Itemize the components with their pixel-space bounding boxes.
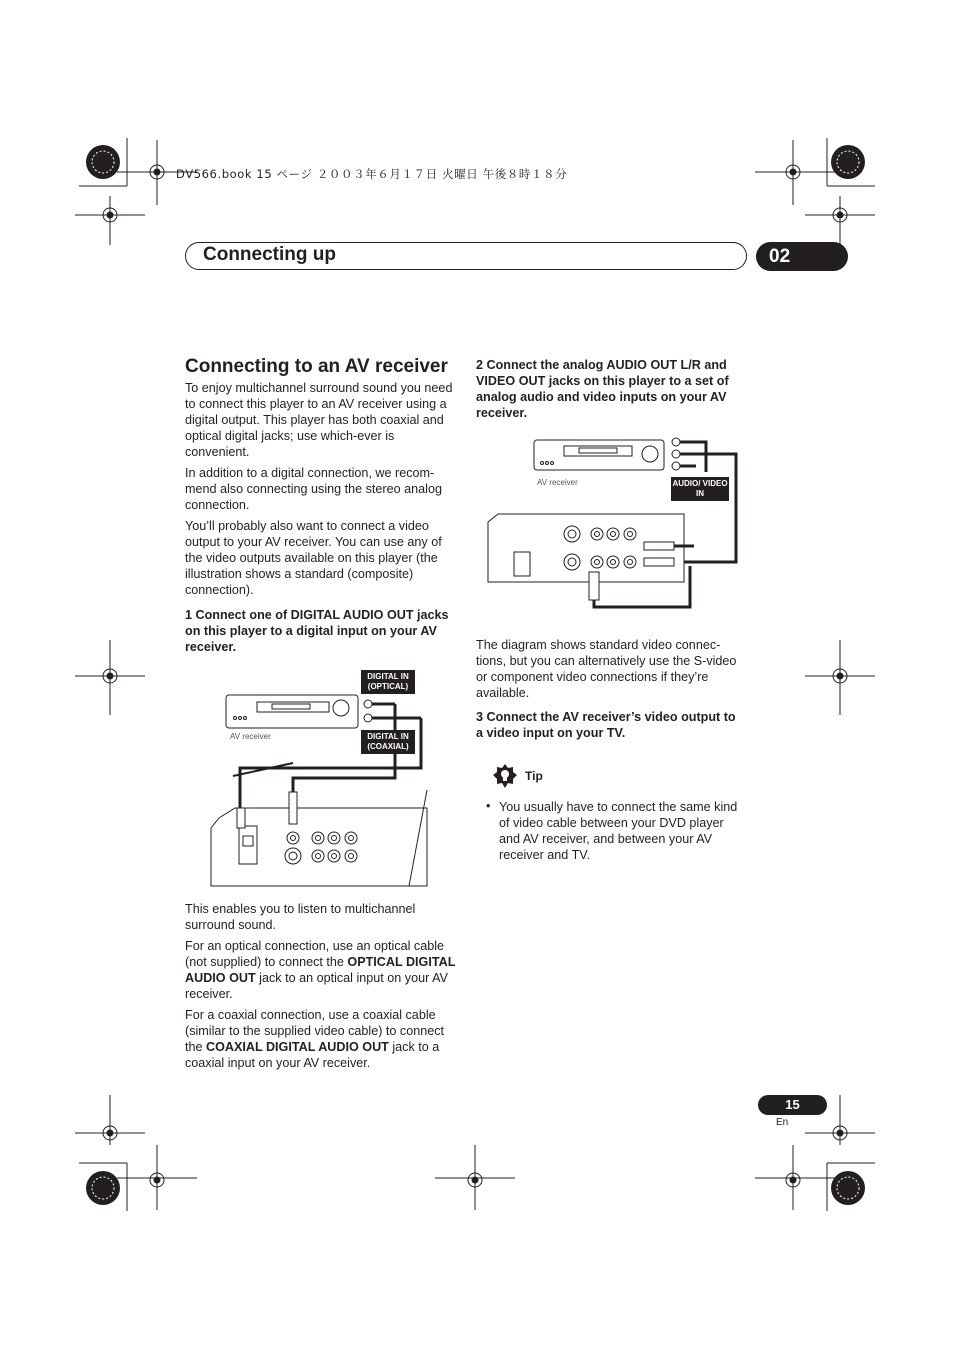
language-label: En: [776, 1117, 789, 1128]
optical-note: For an optical connection, use an optical cable (not supplied) to connect the OPTICAL DIGITAL AUDIO OUT jack to an optical input on your AV receiver.: [185, 939, 456, 1001]
intro-paragraph: To enjoy multichannel surround sound you need to connect this player to an AV receiver using a digital output. This player has both coaxial and optical digital jacks; use which-ever is convenient.: [185, 381, 453, 459]
page-number-badge: 15: [758, 1095, 827, 1115]
digital-in-optical-label: DIGITAL IN (OPTICAL): [361, 670, 415, 694]
digital-notes: [185, 901, 460, 1076]
intro-paragraph: In addition to a digital connection, we recom-mend also connecting using the stereo analog connection.: [185, 466, 442, 512]
book-imprint-line: DV566.book 15 ページ ２００３年６月１７日 火曜日 午後８時１８分: [176, 167, 568, 181]
tip-bullet: You usually have to connect the same kind of video cable between your DVD player and AV receiver, and between your AV receiver and TV.: [499, 800, 738, 862]
intro-paragraph: You’ll probably also want to connect a video output to your AV receiver. You can use any of the video outputs available on this player (the illustration shows a standard (composite) connection).: [185, 519, 442, 597]
section-title: Connecting to an AV receiver: [185, 356, 448, 377]
tip-label: Tip: [525, 769, 543, 783]
digital-connection-diagram: [205, 668, 455, 890]
step-3-heading: 3 Connect the AV receiver’s video output to a video input on your TV.: [476, 710, 736, 740]
diagram-note-text: The diagram shows standard video connec-tions, but you can alternatively use the S-video or component video connections if they’re available.: [476, 638, 737, 700]
coaxial-note: For a coaxial connection, use a coaxial cable (similar to the supplied video cable) to connect the COAXIAL DIGITAL AUDIO OUT jack to a coaxial input on your AV receiver.: [185, 1008, 445, 1070]
intro-text: [185, 380, 460, 603]
bullet-dot: •: [486, 799, 491, 813]
audio-video-in-label: AUDIO/ VIDEO IN: [671, 477, 729, 501]
analog-connection-diagram: [484, 432, 744, 622]
digital-in-coaxial-label: DIGITAL IN (COAXIAL): [361, 730, 415, 754]
multichannel-note: This enables you to listen to multichannel surround sound.: [185, 902, 416, 932]
av-receiver-label: AV receiver: [230, 732, 271, 741]
step-1-heading: 1 Connect one of DIGITAL AUDIO OUT jacks on this player to a digital input on your AV receiver.: [185, 608, 449, 654]
diagram-note: [476, 637, 738, 706]
chapter-title: Connecting up: [203, 244, 336, 265]
av-receiver-label: AV receiver: [537, 478, 578, 487]
lightbulb-icon: [491, 762, 519, 790]
step-2-heading: 2 Connect the analog AUDIO OUT L/R and VIDEO OUT jacks on this player to a set of analog audio and video inputs on your AV receiver.: [476, 358, 729, 420]
chapter-number-badge: 02: [756, 242, 848, 271]
